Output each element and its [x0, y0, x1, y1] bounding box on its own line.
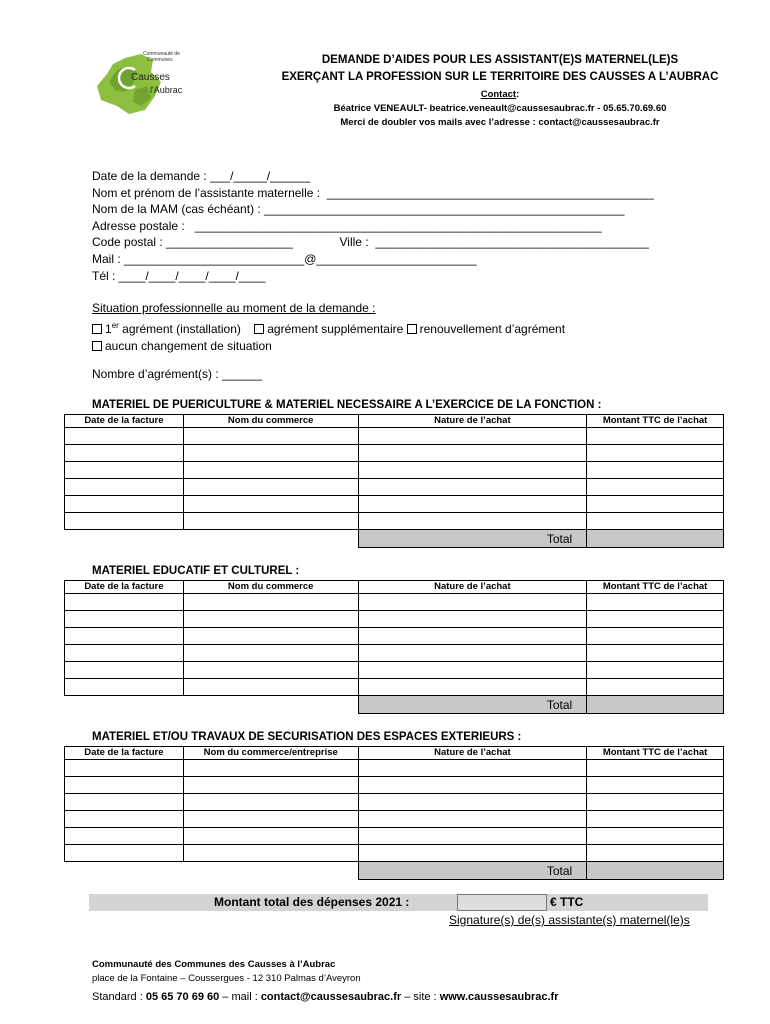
table-row[interactable] — [65, 428, 724, 445]
opt1-label-post: agrément (installation) — [118, 322, 241, 336]
phone-field[interactable]: Tél : ____/____/____/____/____ — [92, 268, 266, 283]
table-header-row — [65, 747, 724, 760]
footer-std-label: Standard : — [92, 991, 146, 1003]
grand-total-bar — [89, 894, 708, 911]
total-value-cell[interactable] — [587, 862, 724, 880]
table-row[interactable] — [65, 611, 724, 628]
date-field[interactable]: Date de la demande : ___/_____/______ — [92, 169, 311, 183]
signature-label: Signature(s) de(s) assistante(s) maternel(le)s — [449, 913, 690, 927]
footer-phone: 05 65 70 69 60 — [145, 991, 220, 1003]
applicant-form — [92, 168, 702, 284]
table-row[interactable] — [65, 445, 724, 462]
logo-top-text-2: Communes — [147, 57, 173, 63]
table-row[interactable] — [65, 462, 724, 479]
table-row[interactable] — [65, 496, 724, 513]
document-header — [250, 52, 750, 130]
table-row[interactable] — [65, 845, 724, 862]
total-row — [65, 530, 724, 548]
footer-mail-link[interactable]: contact@caussesaubrac.fr — [260, 991, 402, 1003]
col-header-nature: Nature de l’achat — [358, 747, 587, 760]
table-row[interactable] — [65, 628, 724, 645]
total-row — [65, 696, 724, 714]
opt1-label-pre: 1 — [105, 322, 112, 336]
checkbox-renewal-agrement[interactable] — [407, 324, 417, 334]
col-header-shop: Nom du commerce/entreprise — [183, 747, 358, 760]
col-header-shop: Nom du commerce — [183, 581, 358, 594]
checkbox-no-change[interactable] — [92, 341, 102, 351]
table-header-row — [65, 581, 724, 594]
opt3-label: renouvellement d’agrément — [419, 322, 566, 336]
table-row[interactable] — [65, 594, 724, 611]
nb-agrements-field[interactable]: Nombre d’agrément(s) : ______ — [92, 367, 263, 381]
grand-total-label: Montant total des dépenses 2021 : — [214, 895, 410, 909]
table-row[interactable] — [65, 760, 724, 777]
table-header-row — [65, 415, 724, 428]
opt1-label-sup: er — [111, 321, 119, 330]
total-value-cell[interactable] — [587, 696, 724, 714]
footer-org: Communauté des Communes des Causses à l’Aubrac — [92, 959, 336, 970]
table-row[interactable] — [65, 828, 724, 845]
checkbox-first-agrement[interactable] — [92, 324, 102, 334]
col-header-shop: Nom du commerce — [183, 415, 358, 428]
total-row — [65, 862, 724, 880]
grand-total-input[interactable] — [457, 894, 547, 911]
logo-top-text-1: Communauté de — [143, 51, 180, 57]
footer — [92, 958, 559, 1006]
footer-site-label: – site : — [401, 991, 440, 1003]
situation-title: Situation professionnelle au moment de la demande : — [92, 301, 376, 315]
col-header-date: Date de la facture — [65, 747, 184, 760]
section-2-table — [64, 580, 724, 714]
table-row[interactable] — [65, 662, 724, 679]
address-field[interactable]: Adresse postale : _____________________________________________________________ — [92, 218, 602, 233]
caussesaubrac-logo — [95, 50, 205, 118]
footer-mail-label: – mail : — [219, 991, 261, 1003]
table-row[interactable] — [65, 794, 724, 811]
table-row[interactable] — [65, 811, 724, 828]
table-row[interactable] — [65, 645, 724, 662]
opt2-label: agrément supplémentaire — [267, 322, 404, 336]
footer-contact-line — [92, 988, 559, 1006]
footer-site-link[interactable]: www.caussesaubrac.fr — [439, 991, 559, 1003]
total-label: Total — [358, 862, 587, 880]
situation-options-row — [92, 317, 565, 338]
title-line-1: DEMANDE D’AIDES POUR LES ASSISTANT(E)S MATERNEL(LE)S — [321, 54, 679, 66]
col-header-date: Date de la facture — [65, 415, 184, 428]
contact-line: Béatrice VENEAULT- beatrice.veneault@caussesaubrac.fr - 05.65.70.69.60 — [333, 103, 667, 114]
section-3-table — [64, 746, 724, 880]
grand-total-unit: € TTC — [550, 895, 584, 909]
col-header-amount: Montant TTC de l’achat — [587, 747, 724, 760]
opt4-label: aucun changement de situation — [105, 339, 272, 353]
copy-mail-line: Merci de doubler vos mails avec l’adresse : contact@caussesaubrac.fr — [340, 117, 660, 128]
total-value-cell[interactable] — [587, 530, 724, 548]
postal-city-field[interactable]: Code postal : ___________________ Ville : _________________________________________ — [92, 235, 649, 250]
col-header-nature: Nature de l’achat — [358, 415, 587, 428]
name-field[interactable]: Nom et prénom de l’assistante maternelle : _________________________________________________ — [92, 185, 654, 200]
mail-field[interactable]: Mail : ___________________________@________________________ — [92, 251, 477, 266]
table-row[interactable] — [65, 679, 724, 696]
logo-main-text-2: l'Aubrac — [150, 85, 183, 95]
contact-colon: : — [516, 89, 520, 100]
table-row[interactable] — [65, 513, 724, 530]
logo-main-text-1: Causses — [131, 72, 170, 83]
total-label: Total — [358, 530, 587, 548]
title-line-2: EXERÇANT LA PROFESSION SUR LE TERRITOIRE DES CAUSSES A L’AUBRAC — [281, 71, 719, 83]
mam-field[interactable]: Nom de la MAM (cas échéant) : ______________________________________________________ — [92, 202, 625, 217]
section-1-table — [64, 414, 724, 548]
col-header-date: Date de la facture — [65, 581, 184, 594]
contact-heading — [250, 87, 750, 102]
table-row[interactable] — [65, 777, 724, 794]
col-header-nature: Nature de l’achat — [358, 581, 587, 594]
situation-block — [92, 300, 565, 355]
table-row[interactable] — [65, 479, 724, 496]
footer-address: place de la Fontaine – Coussergues - 12 310 Palmas d’Aveyron — [92, 973, 361, 984]
total-label: Total — [358, 696, 587, 714]
col-header-amount: Montant TTC de l’achat — [587, 415, 724, 428]
section-1-title: MATERIEL DE PUERICULTURE & MATERIEL NECESSAIRE A L’EXERCICE DE LA FONCTION : — [92, 399, 602, 411]
col-header-amount: Montant TTC de l’achat — [587, 581, 724, 594]
section-2-title: MATERIEL EDUCATIF ET CULTUREL : — [92, 565, 300, 577]
situation-options-row-2 — [92, 338, 565, 355]
section-3-title: MATERIEL ET/OU TRAVAUX DE SECURISATION DES ESPACES EXTERIEURS : — [92, 731, 522, 743]
checkbox-supplementary-agrement[interactable] — [254, 324, 264, 334]
contact-label: Contact — [480, 89, 517, 100]
